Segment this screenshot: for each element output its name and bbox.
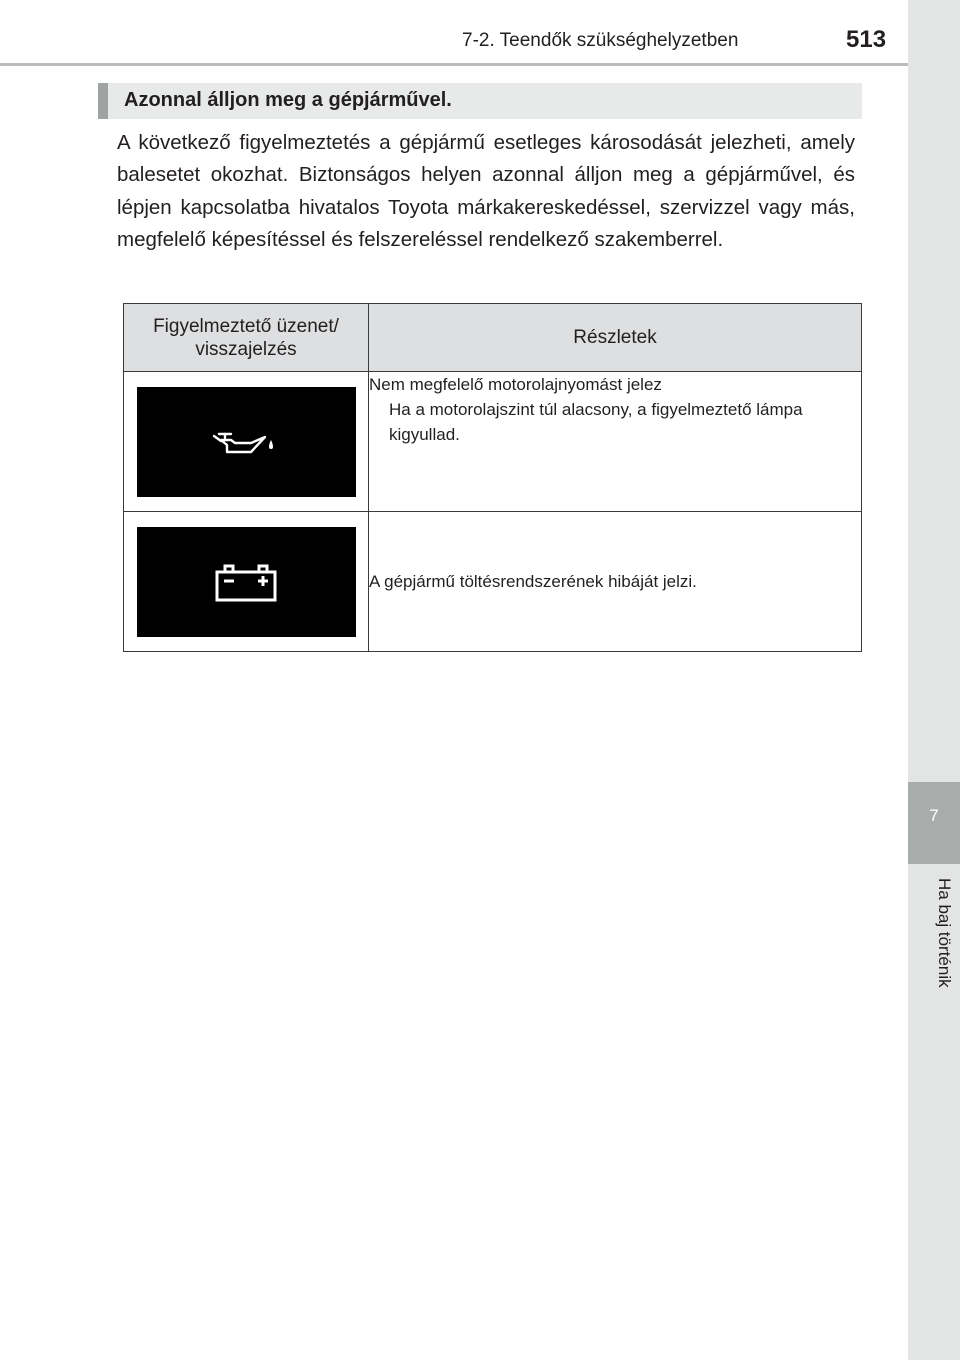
table-header-row xyxy=(124,304,862,372)
detail-sub-text: Ha a motorolajszint túl alacsony, a figyelmeztető lámpa kigyullad. xyxy=(389,400,803,444)
detail-cell xyxy=(369,512,862,652)
icon-cell xyxy=(124,512,369,652)
warning-light-panel xyxy=(137,527,356,637)
header-rule xyxy=(0,63,908,66)
chapter-side-tab xyxy=(908,0,960,1360)
icon-cell xyxy=(124,372,369,512)
detail-cell xyxy=(369,372,862,512)
table-row xyxy=(124,372,862,512)
detail-main-text: A gépjármű töltésrendszerének hibáját jelzi. xyxy=(369,572,697,591)
col-header-details: Részletek xyxy=(369,304,862,372)
battery-charge-icon xyxy=(211,560,281,604)
chapter-label: Ha baj történik xyxy=(935,878,954,988)
section-heading-bar xyxy=(98,83,862,119)
oil-pressure-icon xyxy=(211,424,281,460)
col-header-warning: Figyelmeztető üzenet/ visszajelzés xyxy=(124,304,369,372)
chapter-number: 7 xyxy=(929,806,939,825)
detail-main-text: Nem megfelelő motorolajnyomást jelez xyxy=(369,375,662,394)
running-header: 7-2. Teendők szükséghelyzetben xyxy=(462,30,739,51)
intro-paragraph: A következő figyelmeztetés a gépjármű esetleges károsodását jelezheti, amely balesetet okozhat. Biztonságos helyen azonnal álljon meg a gépjárművel, és lépjen kapcsolatba hivatalos Toyota márkakereskedéssel, szervizzel vagy más, megfelelő képesítéssel és felszereléssel rendelkező szakemberrel. xyxy=(117,131,855,252)
table-row xyxy=(124,512,862,652)
page-number: 513 xyxy=(846,26,887,53)
section-heading: Azonnal álljon meg a gépjárművel. xyxy=(124,89,452,111)
warning-table xyxy=(123,303,862,652)
warning-light-panel xyxy=(137,387,356,497)
